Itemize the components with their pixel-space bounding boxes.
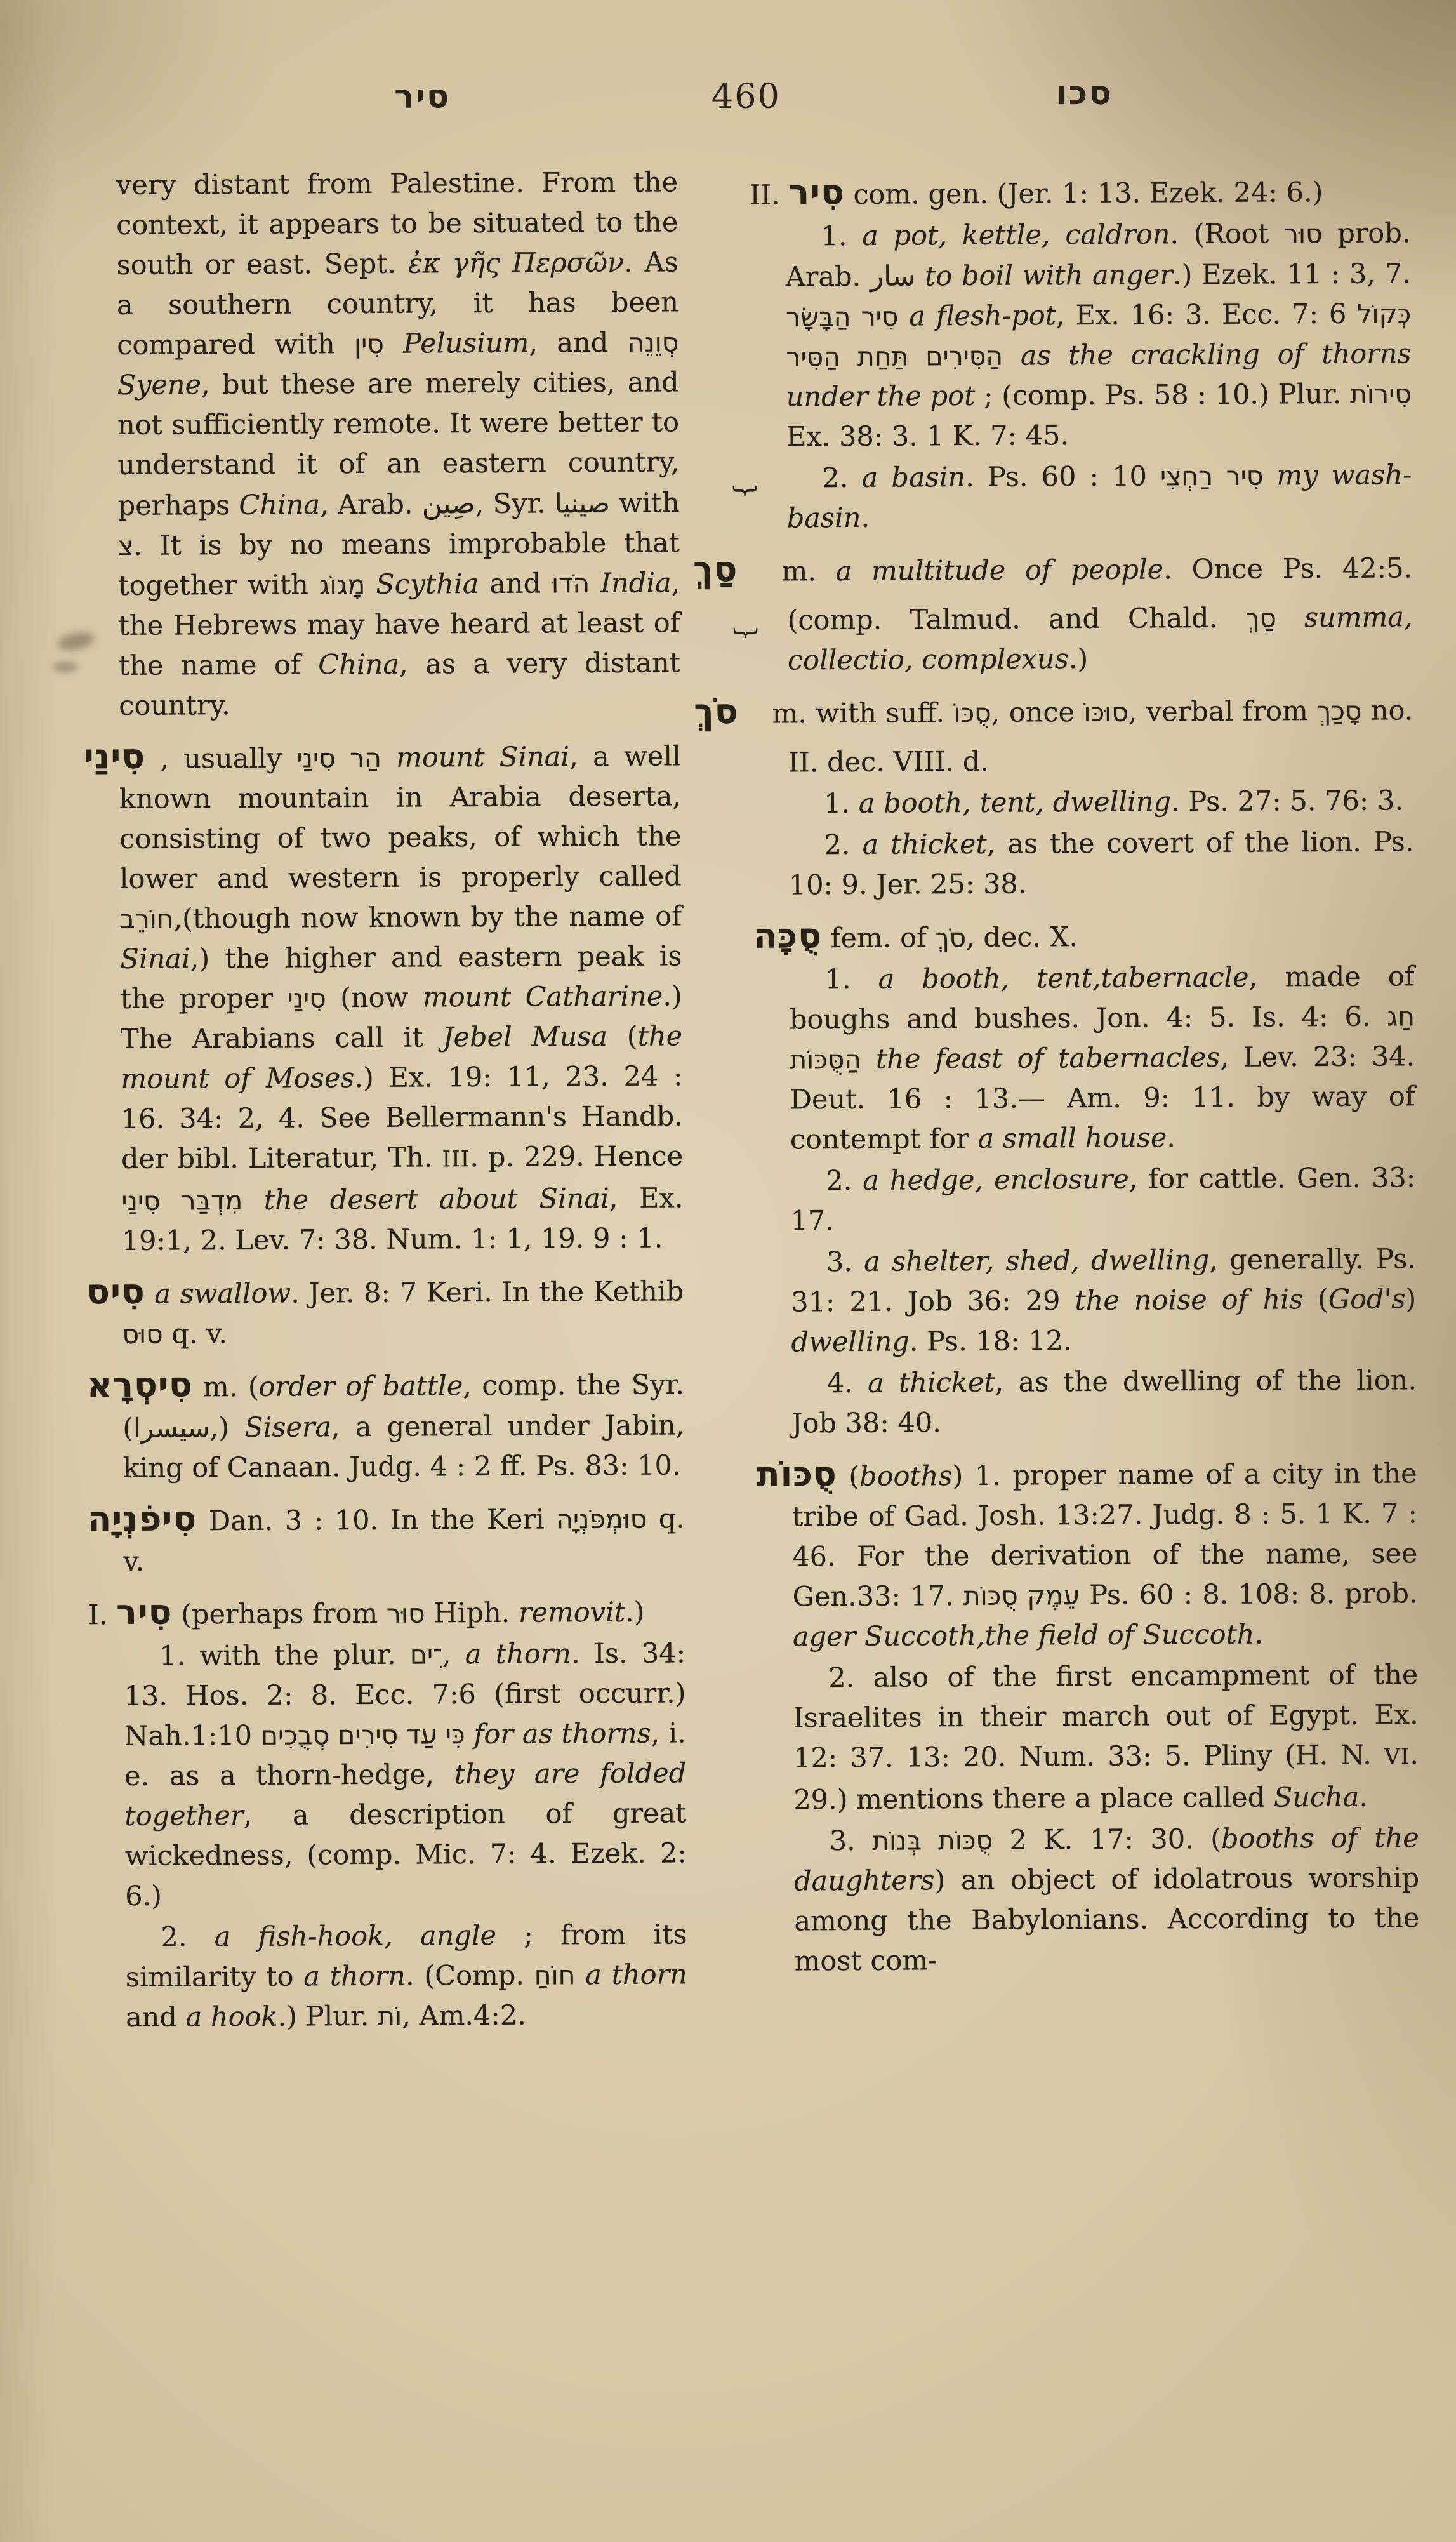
arabic-text: سار	[870, 260, 916, 293]
body-text: ,)	[209, 1411, 245, 1444]
hebrew-text: סֻכּוֹ	[953, 697, 991, 729]
hebrew-text: סַךְ	[1245, 602, 1276, 634]
body-text: fem. of	[821, 922, 936, 955]
body-text: 3.	[826, 1246, 864, 1279]
body-text: , as a very distant country.	[119, 647, 681, 722]
body-text: 2.	[822, 462, 862, 495]
body-text: Ex. 38: 3. 1 K. 7: 45.	[786, 420, 1069, 453]
hebrew-text: הַר סִינַי	[296, 742, 382, 774]
hebrew-text: סִין	[354, 328, 384, 360]
body-text: .	[1167, 1122, 1176, 1154]
hebrew-headword: סִינַי	[83, 736, 146, 777]
hebrew-text: כְּקוֹל הַסִּירִים תַּחַת הַסִּיר	[786, 298, 1412, 373]
body-text: I.	[88, 1599, 117, 1632]
italic-gloss: a booth, tent, dwelling	[858, 786, 1172, 820]
hebrew-text: חַג הַסֻּכּוֹת	[790, 1001, 1415, 1075]
body-text	[384, 328, 404, 360]
body-text: .	[1254, 1618, 1264, 1651]
body-text: , Am.4:2.	[402, 1999, 527, 2032]
hebrew-headword: סִיפֹנְיָה	[87, 1498, 197, 1540]
body-text: , as the covert of the lion. Ps. 10: 9. Jer. 25: 38.	[788, 826, 1414, 902]
body-text: . Ps. 27: 5. 76: 3.	[1170, 785, 1404, 818]
body-text: , and	[529, 326, 628, 359]
body-text	[381, 742, 397, 774]
italic-gloss: the mount of Moses	[121, 1020, 683, 1096]
body-text	[1003, 340, 1021, 372]
body-text: , as the dwelling of the lion. Job 38: 40.	[791, 1364, 1417, 1440]
body-text: . p. 229. Hence	[470, 1140, 684, 1174]
italic-gloss: a multitude of people	[835, 554, 1164, 588]
body-text: , comp. the Syr. (	[122, 1369, 685, 1444]
body-text: q. v.	[162, 1318, 228, 1350]
sense-2-hedge	[790, 1158, 1416, 1241]
body-text: Dan. 3 : 10. In the Keri	[197, 1503, 557, 1538]
body-text: 2.	[824, 828, 863, 862]
body-text: (now	[326, 982, 423, 1015]
body-text: ,	[442, 1639, 465, 1671]
italic-gloss: to boil with anger	[924, 259, 1174, 293]
body-text: , Syr.	[475, 488, 555, 521]
body-text: (	[607, 1020, 638, 1053]
body-text: with	[609, 487, 680, 519]
hebrew-headword: סֻכּוֹת	[756, 1454, 837, 1494]
italic-gloss: they are folded together	[124, 1757, 687, 1832]
sense-2-thicket	[788, 822, 1414, 905]
page-header	[0, 0, 1450, 117]
italic-gloss: a thorn	[303, 1960, 406, 1993]
body-text: 1.	[824, 787, 859, 820]
body-text: , generally. Ps. 31: 21. Job 36: 29	[791, 1243, 1417, 1319]
body-text: . (Root	[1170, 218, 1284, 251]
body-text: , Ex. 19:1, 2. Lev. 7: 38. Num. 1: 1, 19. 9 : 1.	[121, 1182, 684, 1258]
body-text: ) an object of idolatrous worship among the Babylonians. According to the most com-	[794, 1862, 1420, 1978]
sense-2-encampment	[793, 1655, 1419, 1820]
body-text: 1.	[824, 963, 878, 996]
hebrew-text: הֹדוּ	[551, 568, 590, 599]
body-text	[465, 1719, 473, 1750]
italic-gloss: Scythia	[376, 568, 479, 601]
hebrew-text: סְוֵנֵה	[627, 327, 679, 358]
body-text: , a general under Jabin, king of Canaan. Judg. 4 : 2 ff. Ps. 83: 10.	[122, 1409, 685, 1484]
italic-gloss: a shelter, shed, dwelling	[864, 1244, 1210, 1278]
smallcaps-text: III	[442, 1147, 470, 1173]
body-text: 2. also of the first encampment of the Israelites in their march out of Egypt. Ex. 12: 37. 13: 20. Num. 33: 5. Pliny (H. N.	[793, 1659, 1419, 1774]
body-text: ; (comp. Ps. 58 : 10.) Plur.	[975, 378, 1351, 412]
hebrew-text: סִירוֹת	[1350, 378, 1412, 409]
body-text: , once	[991, 696, 1084, 729]
body-text: , Ex. 16: 3. Ecc. 7: 6	[1056, 298, 1358, 332]
italic-gloss: a pot, kettle, caldron	[862, 218, 1170, 252]
body-text	[898, 300, 909, 332]
body-text: (perhaps from	[172, 1597, 387, 1631]
sense-1-tabernacle	[789, 957, 1415, 1160]
continuation-paragraph	[116, 163, 681, 726]
body-text: , but these are merely cities, and not sufficiently remote. It were better to understand it of an eastern country, perhaps	[117, 366, 680, 522]
hebrew-text: ־ִים	[409, 1639, 442, 1670]
body-text	[1263, 460, 1276, 491]
hebrew-headword: סִיר	[788, 172, 845, 213]
body-text: . It is by no means improbable that together with	[118, 527, 680, 602]
body-text: , for cattle. Gen. 33: 17.	[790, 1162, 1416, 1237]
italic-gloss: India	[600, 567, 672, 600]
italic-gloss: the feast of tabernacles	[875, 1041, 1221, 1075]
body-text: .)	[1068, 643, 1089, 675]
italic-gloss: a thicket	[862, 828, 987, 861]
body-text: m.	[762, 556, 836, 588]
hebrew-text: סִיר רַחְצִי	[1160, 460, 1264, 492]
body-text: , made of boughs and bushes. Jon. 4: 5. Is. 4: 6.	[789, 961, 1415, 1036]
body-text: ) 1. proper name of a city in the tribe of Gad. Josh. 13:27. Judg. 8 : 5. 1 K. 7 : 46. For the derivation of the name, see Gen.33: 17.	[791, 1458, 1418, 1613]
italic-gloss: summa, collectio, complexus	[787, 601, 1413, 677]
body-text: and	[126, 2001, 186, 2033]
italic-gloss: a basin	[861, 462, 966, 494]
body-text: , verbal from	[1128, 695, 1318, 728]
entry-siphonia	[87, 1496, 685, 1582]
italic-gloss: Sucha	[1273, 1781, 1360, 1814]
body-text: 1. with the plur.	[159, 1639, 411, 1672]
body-text: , Lev. 23: 34. Deut. 16 : 13.— Am. 9: 11. by way of contempt for	[790, 1041, 1415, 1156]
italic-gloss: my wash-basin	[786, 459, 1412, 535]
body-text: . Once Ps. 42:5. (comp. Talmud. and Chald.	[787, 552, 1413, 637]
hebrew-text: סֻכּוֹת בְּנוֹת	[872, 1825, 993, 1856]
body-text: II.	[749, 179, 789, 211]
body-text	[575, 1959, 585, 1991]
body-text: 2.	[161, 1921, 215, 1953]
hebrew-headword: סֻכָּה	[753, 915, 823, 956]
sense-1-pot	[785, 213, 1412, 457]
hebrew-text: סִינַי	[287, 983, 326, 1014]
italic-gloss: a swallow	[154, 1277, 291, 1310]
body-text: .	[861, 502, 870, 534]
entry-sukkah	[753, 912, 1414, 959]
body-text: , i. e. as a thorn-hedge,	[124, 1717, 686, 1792]
hebrew-text: סוּמְפֹּנְיָה	[556, 1503, 647, 1535]
hebrew-text: מִדְבַּר סִינַי	[121, 1185, 243, 1217]
body-text: Hiph.	[425, 1597, 519, 1630]
body-text: q. v.	[123, 1503, 685, 1578]
sense-3-succoth-benoth	[794, 1818, 1420, 1981]
hebrew-headword: סַךְ	[693, 549, 738, 590]
body-text: m. (	[192, 1371, 259, 1404]
entry-sinai	[83, 733, 684, 1261]
body-text: (	[837, 1460, 860, 1493]
body-text: ,) the higher and eastern peak is the proper	[120, 940, 682, 1016]
hebrew-headword: סֹךְ	[694, 691, 739, 732]
italic-gloss: removit	[518, 1596, 626, 1629]
italic-gloss: ager Succoth,the field of Succoth	[792, 1618, 1255, 1653]
italic-gloss: the noise of his	[1075, 1284, 1304, 1317]
left-guide-word: סיר	[394, 77, 451, 116]
body-text: . (Comp.	[405, 1959, 534, 1992]
sense-4-thicket	[791, 1361, 1417, 1444]
body-text: 3.	[829, 1825, 873, 1858]
italic-gloss: Sisera	[244, 1411, 332, 1444]
italic-gloss: a hedge, enclosure	[863, 1163, 1129, 1197]
greek-text: ἐκ γῆς Περσῶν.	[407, 246, 633, 280]
body-text: , a description of great wickedness, (comp. Mic. 7: 4. Ezek. 2: 6.)	[124, 1797, 687, 1912]
body-text: .) Ex. 19: 11, 23. 24 : 16. 34: 2, 4. See Bellermann's Handb. der bibl. Literatur, Th.	[121, 1060, 683, 1176]
page-number: 460	[711, 76, 781, 117]
entry-sir-2	[749, 169, 1410, 215]
hebrew-text: צ	[117, 530, 134, 562]
brace-mark: }	[731, 624, 762, 642]
hebrew-text: סֹךְ	[935, 922, 967, 954]
arabic-text: صِين	[421, 488, 475, 521]
body-text: . Is. 34: 13. Hos. 2: 8. Ecc. 7:6 (first occurr.) Nah.1:10	[124, 1637, 686, 1752]
hebrew-text: סוּר	[1283, 218, 1323, 250]
hebrew-text: סִיר הַבָּשָׂר	[786, 301, 899, 333]
hebrew-headword: סִיס	[86, 1271, 145, 1312]
italic-gloss: China	[239, 489, 321, 522]
body-text: .)	[625, 1596, 645, 1628]
sense-1-booth	[788, 781, 1413, 824]
smallcaps-text: VI	[1384, 1744, 1410, 1770]
body-text: Ps. 60 : 8. 108: 8. prob.	[1079, 1578, 1418, 1612]
body-text: , dec. X.	[965, 921, 1078, 954]
italic-gloss: booths	[859, 1460, 953, 1493]
italic-gloss: God's	[1328, 1283, 1406, 1316]
body-text: As a southern country, it has been compared with	[116, 246, 679, 362]
body-text: .) The Arabians call it	[120, 980, 682, 1056]
italic-gloss: Sinai	[120, 943, 190, 976]
hebrew-text: מָגוֹג	[319, 569, 366, 601]
sense-1-thorn	[124, 1634, 687, 1917]
italic-gloss: Syene	[117, 369, 202, 402]
italic-gloss: a small house	[977, 1122, 1167, 1155]
italic-gloss: a fish-hook, angle	[214, 1919, 497, 1953]
entry-succoth	[756, 1451, 1419, 1657]
hebrew-text: סָכַךְ	[1317, 695, 1362, 727]
italic-gloss: Jebel Musa	[442, 1020, 608, 1054]
body-text: 4.	[826, 1367, 868, 1400]
italic-gloss: mount Sinai	[396, 741, 570, 774]
italic-gloss: a hook	[185, 2000, 278, 2033]
body-text: .	[1359, 1781, 1368, 1813]
body-text	[590, 568, 600, 599]
italic-gloss: Pelusium	[403, 327, 529, 360]
body-text	[365, 569, 376, 601]
body-text: 1.	[821, 220, 863, 253]
body-text: 2 K. 17: 30. (	[992, 1823, 1222, 1856]
brace-mark: }	[731, 482, 762, 500]
italic-gloss: a thorn	[465, 1638, 572, 1671]
italic-gloss: a thorn	[585, 1959, 687, 1992]
hebrew-headword: סִיסְרָא	[86, 1364, 193, 1406]
syriac-text: صينيا	[554, 487, 610, 519]
body-text: 2.	[826, 1164, 863, 1197]
italic-gloss: a booth, tent,tabernacle	[878, 961, 1249, 995]
body-text: no. II. dec. VIII. d.	[788, 695, 1413, 779]
italic-gloss: mount Catharine	[422, 980, 663, 1014]
body-text: prob. Arab.	[785, 217, 1411, 293]
body-text	[861, 1044, 876, 1075]
hebrew-text: וֹת	[378, 2000, 402, 2032]
italic-gloss: for as thorns	[473, 1717, 651, 1751]
body-text: .) Ezek. 11 : 3, 7.	[1172, 258, 1411, 291]
body-text: , Arab.	[319, 488, 422, 521]
body-text: , a well known mountain in Arabia deserta, consisting of two peaks, of which the lower and western is properly called	[119, 740, 682, 896]
body-text	[242, 1185, 264, 1216]
syriac-text: سيسرا	[133, 1412, 210, 1444]
entry-sir-1	[88, 1589, 685, 1635]
italic-gloss: as the crackling of thorns under the pot	[786, 338, 1412, 413]
body-text: m. with suff.	[762, 697, 954, 730]
body-text: com. gen. (Jer. 1: 13. Ezek. 24: 6.)	[844, 176, 1323, 211]
body-text: )	[1405, 1283, 1417, 1315]
body-text: . Ps. 60 : 10	[965, 460, 1161, 494]
sense-2-fishhook	[125, 1915, 687, 2038]
body-text: very distant from Palestine. From the context, it appears to be situated to the south or east. Sept.	[116, 166, 678, 282]
sense-3-shelter	[791, 1239, 1417, 1362]
italic-gloss: dwelling	[791, 1326, 910, 1359]
italic-gloss: the desert about Sinai	[263, 1182, 609, 1216]
left-column	[83, 163, 687, 2038]
italic-gloss: China	[318, 648, 400, 681]
body-text: , the Hebrews may have heard at least of the name of	[118, 567, 680, 682]
ink-smudge	[53, 661, 78, 672]
italic-gloss: order of battle	[258, 1370, 463, 1403]
body-text: .) Plur.	[277, 2000, 378, 2033]
hebrew-text: כִּי עַד סִירִים סְבֻכִים	[260, 1719, 465, 1751]
hebrew-text: חוֹרֵב	[119, 903, 174, 935]
body-text: and	[479, 568, 552, 601]
hebrew-text: סוּכּוֹ	[1083, 696, 1128, 728]
body-text: (	[1302, 1284, 1328, 1316]
italic-gloss: booths of the daughters	[793, 1822, 1419, 1898]
body-text: ; from its similarity to	[125, 1919, 687, 1993]
entry-sis	[86, 1268, 684, 1355]
body-text: . Ps. 18: 12.	[909, 1325, 1072, 1358]
right-guide-word: סכו	[1056, 74, 1113, 113]
sense-2-basin	[786, 455, 1412, 538]
hebrew-headword: סִיר	[116, 1592, 173, 1633]
hebrew-text: עֵמֶק סֻכּוֹת	[963, 1580, 1080, 1612]
italic-gloss: a flesh-pot	[909, 300, 1057, 333]
body-text: ,(though now known by the name of	[173, 900, 682, 935]
hebrew-text: סוּס	[122, 1319, 163, 1350]
hebrew-text: חוֹחַ	[534, 1960, 576, 1991]
body-text	[145, 1279, 155, 1310]
body-text: , usually	[145, 742, 297, 775]
body-text	[1276, 602, 1304, 634]
body-text	[915, 260, 925, 292]
body-text: . 29.) mentions there a place called	[793, 1739, 1419, 1816]
right-column	[693, 159, 1420, 1981]
hebrew-text: סוּר	[386, 1598, 425, 1629]
body-text: . Jer. 8: 7 Keri. In the Kethib	[291, 1275, 684, 1310]
ink-smudge	[56, 629, 96, 653]
entry-sisera	[86, 1362, 685, 1489]
italic-gloss: a thicket	[868, 1366, 995, 1399]
